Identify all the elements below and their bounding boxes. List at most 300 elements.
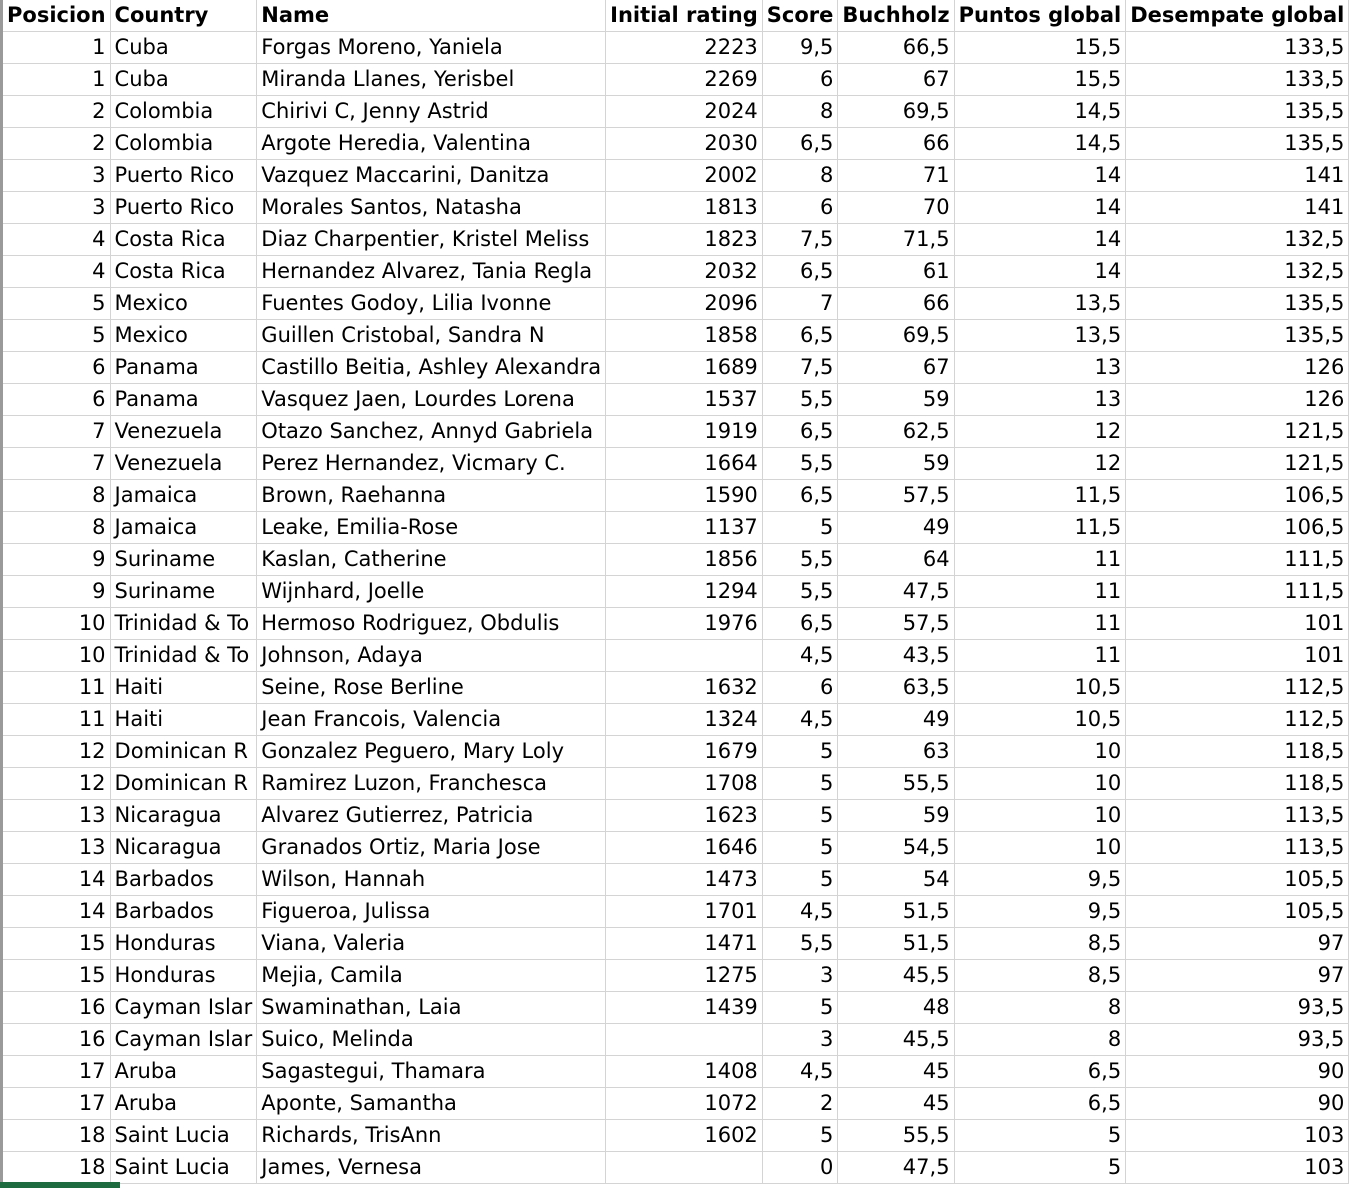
- posicion-cell[interactable]: 2: [3, 128, 110, 160]
- puntos-global-cell[interactable]: 8: [954, 992, 1126, 1024]
- name-cell[interactable]: Granados Ortiz, Maria Jose: [257, 832, 606, 864]
- country-cell[interactable]: Dominican R: [110, 736, 257, 768]
- name-cell[interactable]: Castillo Beitia, Ashley Alexandra: [257, 352, 606, 384]
- desempate-global-cell[interactable]: 126: [1126, 352, 1349, 384]
- country-cell[interactable]: Mexico: [110, 320, 257, 352]
- posicion-cell[interactable]: 1: [3, 32, 110, 64]
- score-cell[interactable]: 6: [762, 192, 838, 224]
- posicion-cell[interactable]: 14: [3, 896, 110, 928]
- posicion-cell[interactable]: 11: [3, 704, 110, 736]
- header-buchholz[interactable]: Buchholz: [838, 0, 954, 32]
- desempate-global-cell[interactable]: 93,5: [1126, 992, 1349, 1024]
- name-cell[interactable]: Seine, Rose Berline: [257, 672, 606, 704]
- desempate-global-cell[interactable]: 105,5: [1126, 864, 1349, 896]
- country-cell[interactable]: Costa Rica: [110, 224, 257, 256]
- puntos-global-cell[interactable]: 10: [954, 800, 1126, 832]
- buchholz-cell[interactable]: 51,5: [838, 928, 954, 960]
- posicion-cell[interactable]: 14: [3, 864, 110, 896]
- puntos-global-cell[interactable]: 8: [954, 1024, 1126, 1056]
- puntos-global-cell[interactable]: 14: [954, 192, 1126, 224]
- posicion-cell[interactable]: 8: [3, 480, 110, 512]
- puntos-global-cell[interactable]: 11: [954, 544, 1126, 576]
- desempate-global-cell[interactable]: 101: [1126, 608, 1349, 640]
- initial-rating-cell[interactable]: 1471: [606, 928, 763, 960]
- country-cell[interactable]: Cayman Islar: [110, 1024, 257, 1056]
- initial-rating-cell[interactable]: 1976: [606, 608, 763, 640]
- initial-rating-cell[interactable]: 1919: [606, 416, 763, 448]
- desempate-global-cell[interactable]: 121,5: [1126, 416, 1349, 448]
- score-cell[interactable]: 5: [762, 800, 838, 832]
- score-cell[interactable]: 9,5: [762, 32, 838, 64]
- posicion-cell[interactable]: 16: [3, 992, 110, 1024]
- score-cell[interactable]: 3: [762, 960, 838, 992]
- score-cell[interactable]: 5: [762, 864, 838, 896]
- initial-rating-cell[interactable]: 1689: [606, 352, 763, 384]
- puntos-global-cell[interactable]: 11: [954, 576, 1126, 608]
- desempate-global-cell[interactable]: 126: [1126, 384, 1349, 416]
- posicion-cell[interactable]: 12: [3, 736, 110, 768]
- buchholz-cell[interactable]: 62,5: [838, 416, 954, 448]
- country-cell[interactable]: Aruba: [110, 1056, 257, 1088]
- name-cell[interactable]: Otazo Sanchez, Annyd Gabriela: [257, 416, 606, 448]
- initial-rating-cell[interactable]: 2024: [606, 96, 763, 128]
- name-cell[interactable]: Wilson, Hannah: [257, 864, 606, 896]
- posicion-cell[interactable]: 13: [3, 832, 110, 864]
- posicion-cell[interactable]: 1: [3, 64, 110, 96]
- buchholz-cell[interactable]: 51,5: [838, 896, 954, 928]
- score-cell[interactable]: 6,5: [762, 320, 838, 352]
- initial-rating-cell[interactable]: 1602: [606, 1120, 763, 1152]
- initial-rating-cell[interactable]: 1856: [606, 544, 763, 576]
- posicion-cell[interactable]: 11: [3, 672, 110, 704]
- buchholz-cell[interactable]: 54: [838, 864, 954, 896]
- posicion-cell[interactable]: 18: [3, 1152, 110, 1184]
- buchholz-cell[interactable]: 48: [838, 992, 954, 1024]
- posicion-cell[interactable]: 4: [3, 256, 110, 288]
- puntos-global-cell[interactable]: 13,5: [954, 320, 1126, 352]
- puntos-global-cell[interactable]: 14,5: [954, 96, 1126, 128]
- initial-rating-cell[interactable]: 2032: [606, 256, 763, 288]
- score-cell[interactable]: 8: [762, 160, 838, 192]
- buchholz-cell[interactable]: 66,5: [838, 32, 954, 64]
- initial-rating-cell[interactable]: 1701: [606, 896, 763, 928]
- name-cell[interactable]: Sagastegui, Thamara: [257, 1056, 606, 1088]
- name-cell[interactable]: Morales Santos, Natasha: [257, 192, 606, 224]
- country-cell[interactable]: Cuba: [110, 32, 257, 64]
- name-cell[interactable]: Fuentes Godoy, Lilia Ivonne: [257, 288, 606, 320]
- initial-rating-cell[interactable]: 1324: [606, 704, 763, 736]
- desempate-global-cell[interactable]: 97: [1126, 960, 1349, 992]
- country-cell[interactable]: Cuba: [110, 64, 257, 96]
- buchholz-cell[interactable]: 55,5: [838, 768, 954, 800]
- desempate-global-cell[interactable]: 113,5: [1126, 800, 1349, 832]
- posicion-cell[interactable]: 15: [3, 928, 110, 960]
- name-cell[interactable]: Brown, Raehanna: [257, 480, 606, 512]
- name-cell[interactable]: Gonzalez Peguero, Mary Loly: [257, 736, 606, 768]
- desempate-global-cell[interactable]: 93,5: [1126, 1024, 1349, 1056]
- initial-rating-cell[interactable]: 2030: [606, 128, 763, 160]
- name-cell[interactable]: Richards, TrisAnn: [257, 1120, 606, 1152]
- name-cell[interactable]: Johnson, Adaya: [257, 640, 606, 672]
- score-cell[interactable]: 4,5: [762, 896, 838, 928]
- buchholz-cell[interactable]: 61: [838, 256, 954, 288]
- header-desempate-global[interactable]: Desempate global: [1126, 0, 1349, 32]
- country-cell[interactable]: Trinidad & To: [110, 608, 257, 640]
- puntos-global-cell[interactable]: 5: [954, 1120, 1126, 1152]
- initial-rating-cell[interactable]: 1813: [606, 192, 763, 224]
- initial-rating-cell[interactable]: 1294: [606, 576, 763, 608]
- country-cell[interactable]: Barbados: [110, 896, 257, 928]
- puntos-global-cell[interactable]: 13: [954, 384, 1126, 416]
- name-cell[interactable]: Swaminathan, Laia: [257, 992, 606, 1024]
- country-cell[interactable]: Haiti: [110, 704, 257, 736]
- desempate-global-cell[interactable]: 112,5: [1126, 672, 1349, 704]
- desempate-global-cell[interactable]: 106,5: [1126, 512, 1349, 544]
- initial-rating-cell[interactable]: 1823: [606, 224, 763, 256]
- posicion-cell[interactable]: 12: [3, 768, 110, 800]
- country-cell[interactable]: Honduras: [110, 960, 257, 992]
- posicion-cell[interactable]: 18: [3, 1120, 110, 1152]
- country-cell[interactable]: Jamaica: [110, 480, 257, 512]
- score-cell[interactable]: 7: [762, 288, 838, 320]
- puntos-global-cell[interactable]: 12: [954, 448, 1126, 480]
- desempate-global-cell[interactable]: 118,5: [1126, 736, 1349, 768]
- table-row: [3, 96, 1349, 128]
- initial-rating-cell[interactable]: 1679: [606, 736, 763, 768]
- desempate-global-cell[interactable]: 118,5: [1126, 768, 1349, 800]
- puntos-global-cell[interactable]: 15,5: [954, 32, 1126, 64]
- country-cell[interactable]: Cayman Islar: [110, 992, 257, 1024]
- puntos-global-cell[interactable]: 11: [954, 608, 1126, 640]
- score-cell[interactable]: 5: [762, 832, 838, 864]
- puntos-global-cell[interactable]: 6,5: [954, 1056, 1126, 1088]
- country-cell[interactable]: Saint Lucia: [110, 1152, 257, 1184]
- name-cell[interactable]: Guillen Cristobal, Sandra N: [257, 320, 606, 352]
- country-cell[interactable]: Panama: [110, 384, 257, 416]
- initial-rating-cell[interactable]: 2223: [606, 32, 763, 64]
- buchholz-cell[interactable]: 59: [838, 448, 954, 480]
- buchholz-cell[interactable]: 45: [838, 1088, 954, 1120]
- name-cell[interactable]: Vasquez Jaen, Lourdes Lorena: [257, 384, 606, 416]
- puntos-global-cell[interactable]: 14: [954, 160, 1126, 192]
- country-cell[interactable]: Trinidad & To: [110, 640, 257, 672]
- score-cell[interactable]: 5,5: [762, 928, 838, 960]
- score-cell[interactable]: 5: [762, 1120, 838, 1152]
- desempate-global-cell[interactable]: 103: [1126, 1152, 1349, 1184]
- country-cell[interactable]: Panama: [110, 352, 257, 384]
- table-row: [3, 640, 1349, 672]
- initial-rating-cell[interactable]: 1439: [606, 992, 763, 1024]
- header-puntos-global[interactable]: Puntos global: [954, 0, 1126, 32]
- country-cell[interactable]: Puerto Rico: [110, 160, 257, 192]
- buchholz-cell[interactable]: 67: [838, 64, 954, 96]
- name-cell[interactable]: Jean Francois, Valencia: [257, 704, 606, 736]
- country-cell[interactable]: Barbados: [110, 864, 257, 896]
- desempate-global-cell[interactable]: 90: [1126, 1088, 1349, 1120]
- name-cell[interactable]: Leake, Emilia-Rose: [257, 512, 606, 544]
- name-cell[interactable]: Argote Heredia, Valentina: [257, 128, 606, 160]
- desempate-global-cell[interactable]: 133,5: [1126, 64, 1349, 96]
- score-cell[interactable]: 4,5: [762, 1056, 838, 1088]
- desempate-global-cell[interactable]: 133,5: [1126, 32, 1349, 64]
- country-cell[interactable]: Dominican R: [110, 768, 257, 800]
- name-cell[interactable]: Hermoso Rodriguez, Obdulis: [257, 608, 606, 640]
- initial-rating-cell[interactable]: 2269: [606, 64, 763, 96]
- name-cell[interactable]: Diaz Charpentier, Kristel Meliss: [257, 224, 606, 256]
- posicion-cell[interactable]: 16: [3, 1024, 110, 1056]
- header-country[interactable]: Country: [110, 0, 257, 32]
- initial-rating-cell[interactable]: 1664: [606, 448, 763, 480]
- desempate-global-cell[interactable]: 132,5: [1126, 224, 1349, 256]
- score-cell[interactable]: 6,5: [762, 608, 838, 640]
- buchholz-cell[interactable]: 63: [838, 736, 954, 768]
- desempate-global-cell[interactable]: 135,5: [1126, 288, 1349, 320]
- country-cell[interactable]: Venezuela: [110, 448, 257, 480]
- name-cell[interactable]: Alvarez Gutierrez, Patricia: [257, 800, 606, 832]
- posicion-cell[interactable]: 9: [3, 576, 110, 608]
- buchholz-cell[interactable]: 45,5: [838, 960, 954, 992]
- country-cell[interactable]: Haiti: [110, 672, 257, 704]
- name-cell[interactable]: Aponte, Samantha: [257, 1088, 606, 1120]
- puntos-global-cell[interactable]: 6,5: [954, 1088, 1126, 1120]
- puntos-global-cell[interactable]: 5: [954, 1152, 1126, 1184]
- score-cell[interactable]: 5: [762, 992, 838, 1024]
- name-cell[interactable]: Chirivi C, Jenny Astrid: [257, 96, 606, 128]
- buchholz-cell[interactable]: 54,5: [838, 832, 954, 864]
- country-cell[interactable]: Suriname: [110, 544, 257, 576]
- buchholz-cell[interactable]: 67: [838, 352, 954, 384]
- score-cell[interactable]: 4,5: [762, 704, 838, 736]
- initial-rating-cell[interactable]: 1590: [606, 480, 763, 512]
- name-cell[interactable]: Forgas Moreno, Yaniela: [257, 32, 606, 64]
- puntos-global-cell[interactable]: 10: [954, 768, 1126, 800]
- posicion-cell[interactable]: 13: [3, 800, 110, 832]
- puntos-global-cell[interactable]: 10: [954, 832, 1126, 864]
- buchholz-cell[interactable]: 47,5: [838, 1152, 954, 1184]
- desempate-global-cell[interactable]: 111,5: [1126, 576, 1349, 608]
- desempate-global-cell[interactable]: 135,5: [1126, 96, 1349, 128]
- buchholz-cell[interactable]: 71: [838, 160, 954, 192]
- desempate-global-cell[interactable]: 106,5: [1126, 480, 1349, 512]
- initial-rating-cell[interactable]: 1537: [606, 384, 763, 416]
- score-cell[interactable]: 5: [762, 768, 838, 800]
- country-cell[interactable]: Venezuela: [110, 416, 257, 448]
- desempate-global-cell[interactable]: 141: [1126, 160, 1349, 192]
- buchholz-cell[interactable]: 55,5: [838, 1120, 954, 1152]
- buchholz-cell[interactable]: 43,5: [838, 640, 954, 672]
- buchholz-cell[interactable]: 70: [838, 192, 954, 224]
- desempate-global-cell[interactable]: 111,5: [1126, 544, 1349, 576]
- posicion-cell[interactable]: 5: [3, 320, 110, 352]
- posicion-cell[interactable]: 5: [3, 288, 110, 320]
- name-cell[interactable]: Perez Hernandez, Vicmary C.: [257, 448, 606, 480]
- initial-rating-cell[interactable]: [606, 1152, 763, 1184]
- posicion-cell[interactable]: 10: [3, 608, 110, 640]
- table-row: [3, 32, 1349, 64]
- posicion-cell[interactable]: 17: [3, 1056, 110, 1088]
- buchholz-cell[interactable]: 49: [838, 704, 954, 736]
- header-initial-rating[interactable]: Initial rating: [606, 0, 763, 32]
- country-cell[interactable]: Nicaragua: [110, 832, 257, 864]
- posicion-cell[interactable]: 6: [3, 384, 110, 416]
- puntos-global-cell[interactable]: 8,5: [954, 928, 1126, 960]
- buchholz-cell[interactable]: 47,5: [838, 576, 954, 608]
- desempate-global-cell[interactable]: 113,5: [1126, 832, 1349, 864]
- desempate-global-cell[interactable]: 135,5: [1126, 128, 1349, 160]
- initial-rating-cell[interactable]: [606, 1024, 763, 1056]
- country-cell[interactable]: Puerto Rico: [110, 192, 257, 224]
- puntos-global-cell[interactable]: 13,5: [954, 288, 1126, 320]
- country-cell[interactable]: Nicaragua: [110, 800, 257, 832]
- score-cell[interactable]: 2: [762, 1088, 838, 1120]
- buchholz-cell[interactable]: 45: [838, 1056, 954, 1088]
- puntos-global-cell[interactable]: 8,5: [954, 960, 1126, 992]
- score-cell[interactable]: 6: [762, 64, 838, 96]
- posicion-cell[interactable]: 8: [3, 512, 110, 544]
- score-cell[interactable]: 6,5: [762, 480, 838, 512]
- posicion-cell[interactable]: 7: [3, 416, 110, 448]
- score-cell[interactable]: 5,5: [762, 384, 838, 416]
- posicion-cell[interactable]: 3: [3, 160, 110, 192]
- initial-rating-cell[interactable]: 1408: [606, 1056, 763, 1088]
- puntos-global-cell[interactable]: 13: [954, 352, 1126, 384]
- name-cell[interactable]: Figueroa, Julissa: [257, 896, 606, 928]
- initial-rating-cell[interactable]: 1632: [606, 672, 763, 704]
- posicion-cell[interactable]: 4: [3, 224, 110, 256]
- desempate-global-cell[interactable]: 101: [1126, 640, 1349, 672]
- desempate-global-cell[interactable]: 135,5: [1126, 320, 1349, 352]
- score-cell[interactable]: 0: [762, 1152, 838, 1184]
- country-cell[interactable]: Jamaica: [110, 512, 257, 544]
- desempate-global-cell[interactable]: 121,5: [1126, 448, 1349, 480]
- posicion-cell[interactable]: 7: [3, 448, 110, 480]
- puntos-global-cell[interactable]: 11: [954, 640, 1126, 672]
- score-cell[interactable]: 6: [762, 672, 838, 704]
- country-cell[interactable]: Colombia: [110, 96, 257, 128]
- country-cell[interactable]: Aruba: [110, 1088, 257, 1120]
- country-cell[interactable]: Mexico: [110, 288, 257, 320]
- buchholz-cell[interactable]: 69,5: [838, 96, 954, 128]
- desempate-global-cell[interactable]: 103: [1126, 1120, 1349, 1152]
- header-score[interactable]: Score: [762, 0, 838, 32]
- buchholz-cell[interactable]: 57,5: [838, 608, 954, 640]
- desempate-global-cell[interactable]: 97: [1126, 928, 1349, 960]
- initial-rating-cell[interactable]: 1137: [606, 512, 763, 544]
- initial-rating-cell[interactable]: 1473: [606, 864, 763, 896]
- buchholz-cell[interactable]: 64: [838, 544, 954, 576]
- puntos-global-cell[interactable]: 10,5: [954, 704, 1126, 736]
- score-cell[interactable]: 5,5: [762, 448, 838, 480]
- country-cell[interactable]: Costa Rica: [110, 256, 257, 288]
- initial-rating-cell[interactable]: 1623: [606, 800, 763, 832]
- puntos-global-cell[interactable]: 14: [954, 256, 1126, 288]
- puntos-global-cell[interactable]: 11,5: [954, 512, 1126, 544]
- initial-rating-cell[interactable]: 1708: [606, 768, 763, 800]
- posicion-cell[interactable]: 3: [3, 192, 110, 224]
- initial-rating-cell[interactable]: 1646: [606, 832, 763, 864]
- desempate-global-cell[interactable]: 112,5: [1126, 704, 1349, 736]
- country-cell[interactable]: Suriname: [110, 576, 257, 608]
- puntos-global-cell[interactable]: 10,5: [954, 672, 1126, 704]
- score-cell[interactable]: 6,5: [762, 128, 838, 160]
- buchholz-cell[interactable]: 49: [838, 512, 954, 544]
- desempate-global-cell[interactable]: 90: [1126, 1056, 1349, 1088]
- score-cell[interactable]: 5,5: [762, 544, 838, 576]
- name-cell[interactable]: Kaslan, Catherine: [257, 544, 606, 576]
- score-cell[interactable]: 7,5: [762, 352, 838, 384]
- desempate-global-cell[interactable]: 141: [1126, 192, 1349, 224]
- buchholz-cell[interactable]: 71,5: [838, 224, 954, 256]
- desempate-global-cell[interactable]: 105,5: [1126, 896, 1349, 928]
- buchholz-cell[interactable]: 57,5: [838, 480, 954, 512]
- buchholz-cell[interactable]: 59: [838, 384, 954, 416]
- posicion-cell[interactable]: 2: [3, 96, 110, 128]
- name-cell[interactable]: Suico, Melinda: [257, 1024, 606, 1056]
- puntos-global-cell[interactable]: 15,5: [954, 64, 1126, 96]
- puntos-global-cell[interactable]: 14,5: [954, 128, 1126, 160]
- score-cell[interactable]: 5: [762, 512, 838, 544]
- header-posicion[interactable]: Posicion: [3, 0, 110, 32]
- puntos-global-cell[interactable]: 9,5: [954, 896, 1126, 928]
- initial-rating-cell[interactable]: 2096: [606, 288, 763, 320]
- buchholz-cell[interactable]: 63,5: [838, 672, 954, 704]
- country-cell[interactable]: Saint Lucia: [110, 1120, 257, 1152]
- country-cell[interactable]: Colombia: [110, 128, 257, 160]
- puntos-global-cell[interactable]: 11,5: [954, 480, 1126, 512]
- initial-rating-cell[interactable]: 1858: [606, 320, 763, 352]
- name-cell[interactable]: Ramirez Luzon, Franchesca: [257, 768, 606, 800]
- posicion-cell[interactable]: 17: [3, 1088, 110, 1120]
- score-cell[interactable]: 6,5: [762, 416, 838, 448]
- name-cell[interactable]: Miranda Llanes, Yerisbel: [257, 64, 606, 96]
- score-cell[interactable]: 8: [762, 96, 838, 128]
- score-cell[interactable]: 5,5: [762, 576, 838, 608]
- score-cell[interactable]: 6,5: [762, 256, 838, 288]
- name-cell[interactable]: Wijnhard, Joelle: [257, 576, 606, 608]
- score-cell[interactable]: 5: [762, 736, 838, 768]
- posicion-cell[interactable]: 10: [3, 640, 110, 672]
- puntos-global-cell[interactable]: 14: [954, 224, 1126, 256]
- posicion-cell[interactable]: 15: [3, 960, 110, 992]
- score-cell[interactable]: 4,5: [762, 640, 838, 672]
- header-name[interactable]: Name: [257, 0, 606, 32]
- buchholz-cell[interactable]: 66: [838, 128, 954, 160]
- name-cell[interactable]: Viana, Valeria: [257, 928, 606, 960]
- buchholz-cell[interactable]: 45,5: [838, 1024, 954, 1056]
- buchholz-cell[interactable]: 69,5: [838, 320, 954, 352]
- initial-rating-cell[interactable]: 1072: [606, 1088, 763, 1120]
- table-row: [3, 672, 1349, 704]
- buchholz-cell[interactable]: 66: [838, 288, 954, 320]
- puntos-global-cell[interactable]: 9,5: [954, 864, 1126, 896]
- puntos-global-cell[interactable]: 10: [954, 736, 1126, 768]
- buchholz-cell[interactable]: 59: [838, 800, 954, 832]
- initial-rating-cell[interactable]: 1275: [606, 960, 763, 992]
- country-cell[interactable]: Honduras: [110, 928, 257, 960]
- initial-rating-cell[interactable]: [606, 640, 763, 672]
- puntos-global-cell[interactable]: 12: [954, 416, 1126, 448]
- name-cell[interactable]: Hernandez Alvarez, Tania Regla: [257, 256, 606, 288]
- score-cell[interactable]: 3: [762, 1024, 838, 1056]
- name-cell[interactable]: James, Vernesa: [257, 1152, 606, 1184]
- posicion-cell[interactable]: 6: [3, 352, 110, 384]
- name-cell[interactable]: Mejia, Camila: [257, 960, 606, 992]
- desempate-global-cell[interactable]: 132,5: [1126, 256, 1349, 288]
- initial-rating-cell[interactable]: 2002: [606, 160, 763, 192]
- posicion-cell[interactable]: 9: [3, 544, 110, 576]
- name-cell[interactable]: Vazquez Maccarini, Danitza: [257, 160, 606, 192]
- score-cell[interactable]: 7,5: [762, 224, 838, 256]
